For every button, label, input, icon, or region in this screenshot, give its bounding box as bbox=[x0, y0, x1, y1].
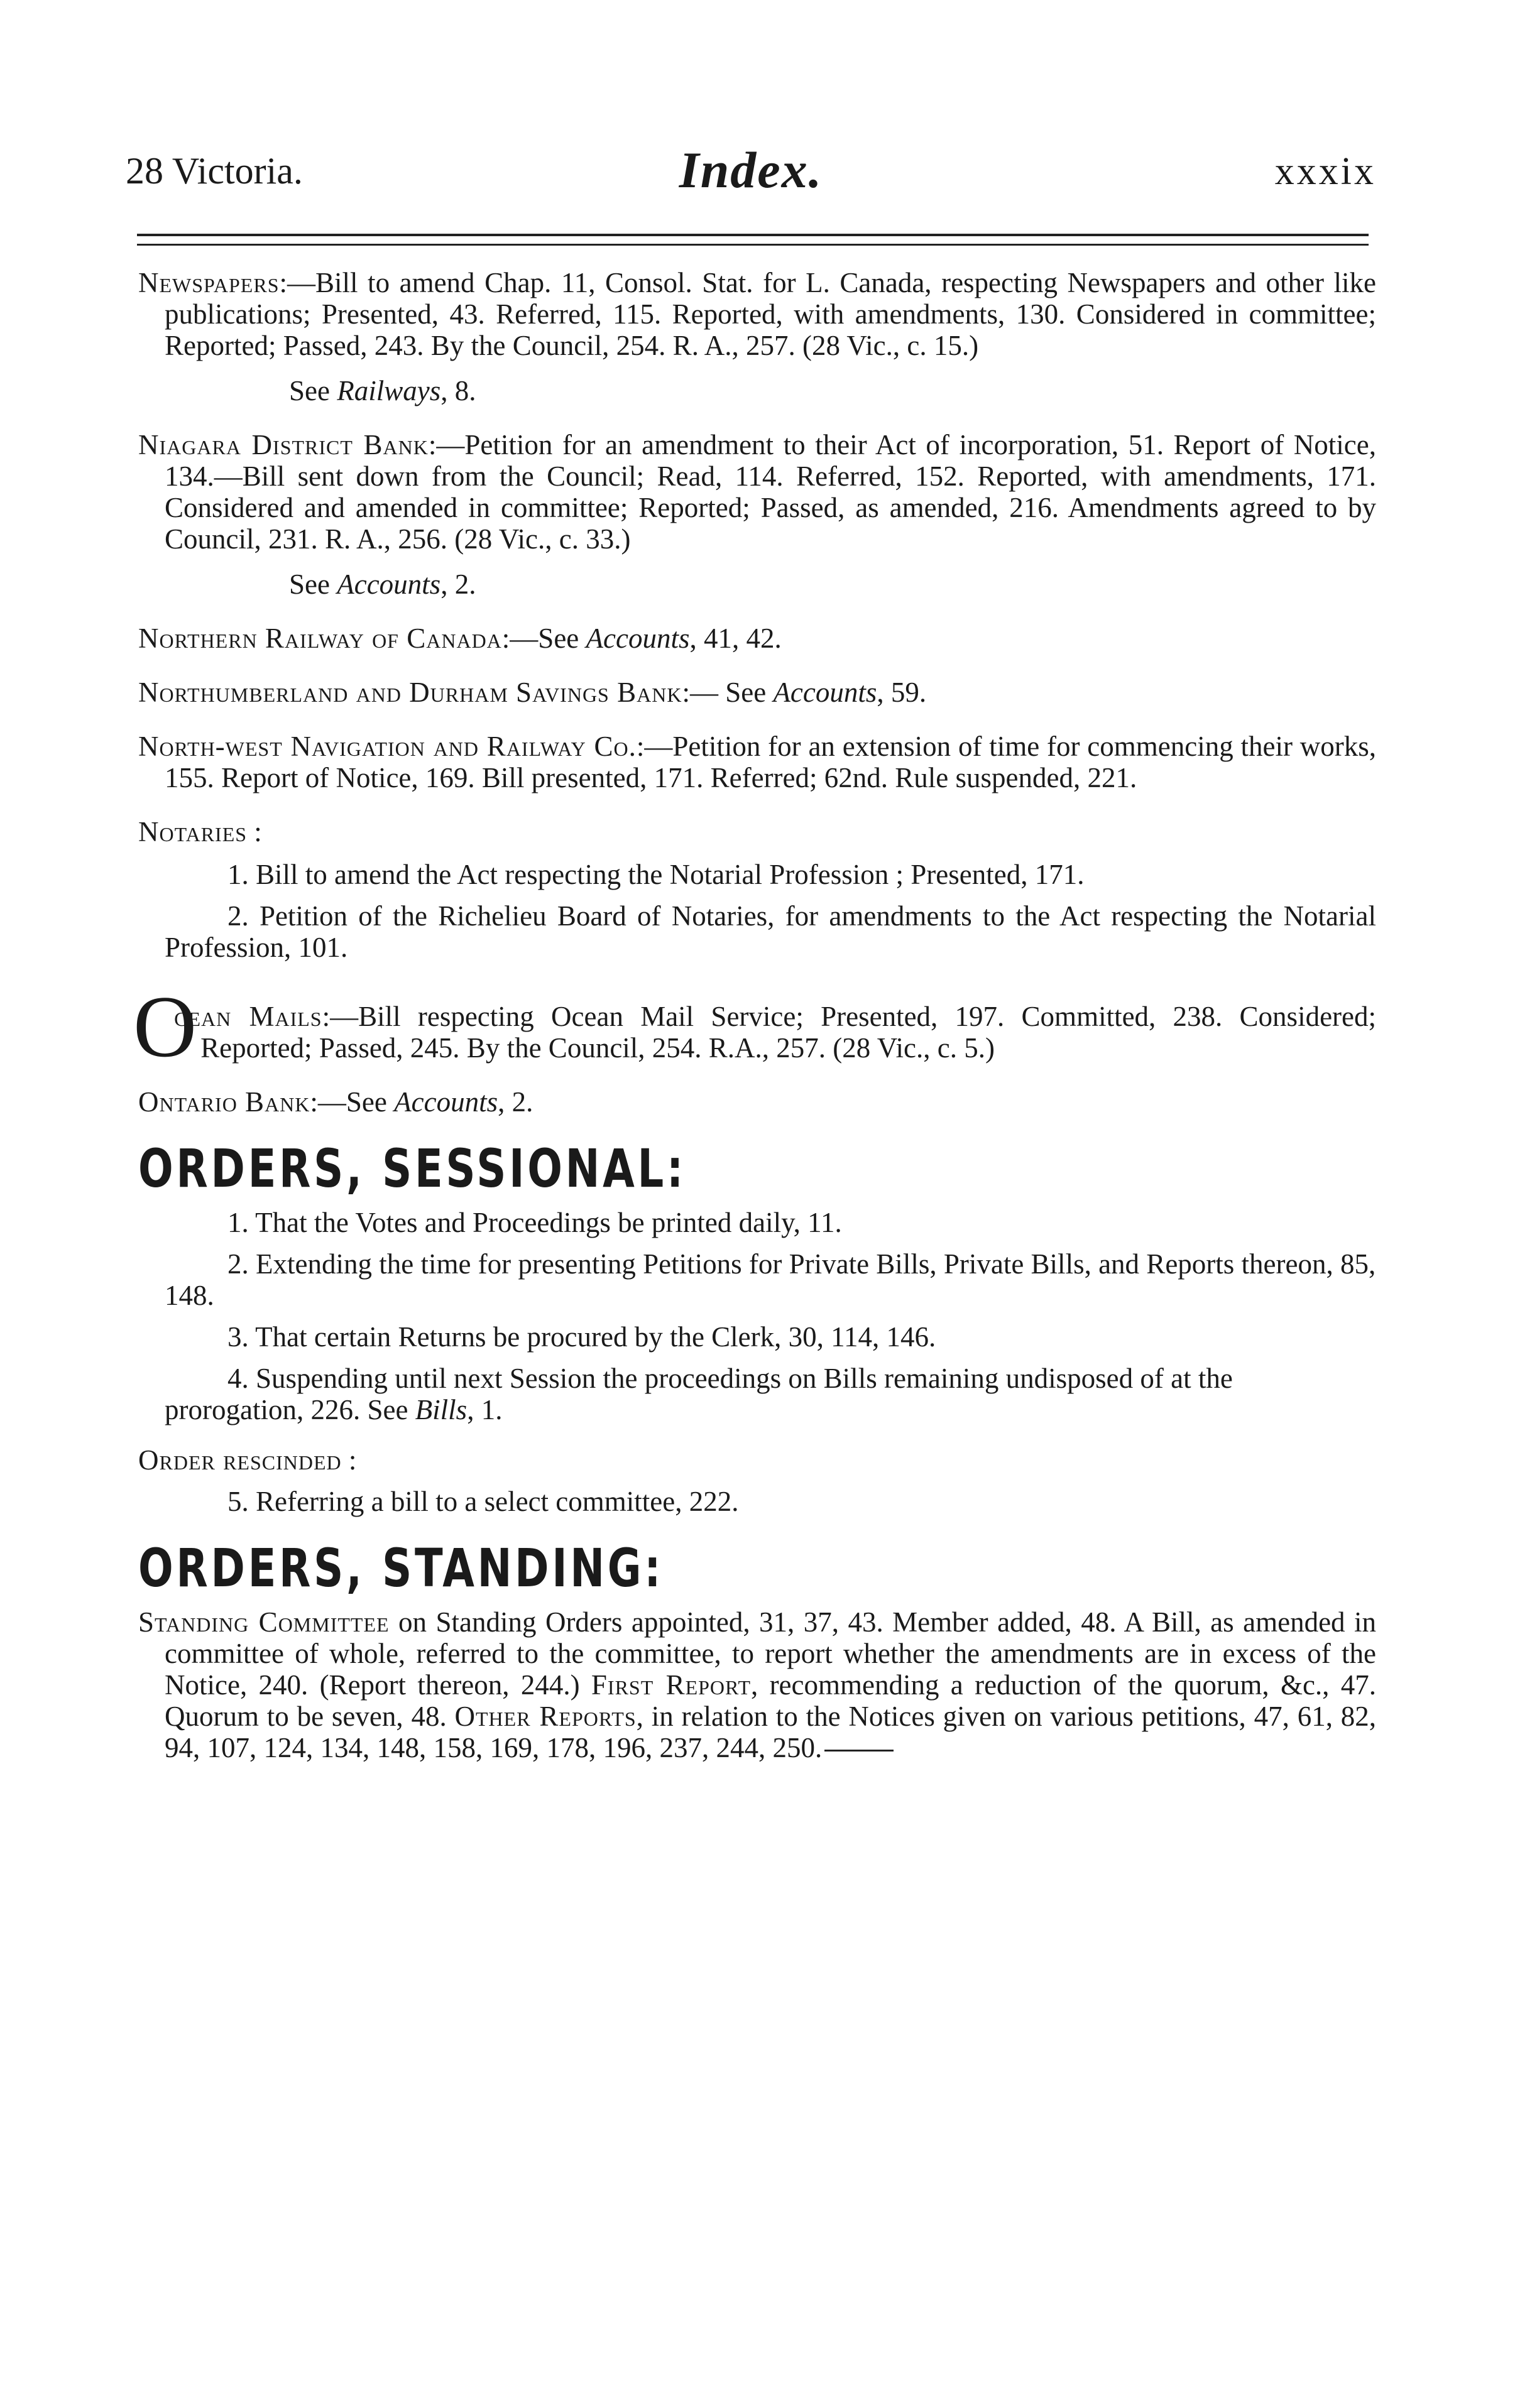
entry-head: Newspapers bbox=[138, 267, 280, 298]
list-item: 4. Suspending until next Session the proceedings on Bills remaining undisposed of at the prorogation, 226. See Bills, 1. bbox=[165, 1363, 1233, 1425]
see-ref: Bills bbox=[415, 1394, 468, 1425]
entry-head: Niagara District Bank bbox=[138, 429, 429, 460]
header-title: Index. bbox=[679, 141, 823, 199]
header-page-number: xxxix bbox=[1274, 150, 1376, 193]
section-heading-standing: ORDERS, STANDING: bbox=[138, 1537, 664, 1599]
list-item: 1. That the Votes and Proceedings be printed daily, 11. bbox=[227, 1207, 842, 1238]
order-rescinded-heading: Order rescinded : bbox=[138, 1444, 357, 1476]
entry-head: Ontario Bank bbox=[138, 1086, 310, 1118]
entry-head: Northern Railway of Canada bbox=[138, 623, 502, 654]
entry-head: Notaries bbox=[138, 816, 248, 847]
header-rule-bottom bbox=[137, 244, 1369, 246]
index-content bbox=[133, 267, 1377, 1786]
see-ref: Accounts bbox=[586, 623, 690, 654]
other-reports-label: Other Reports bbox=[454, 1701, 637, 1732]
entry-text: :—Bill to amend Chap. 11, Consol. Stat. for L. Canada, respecting Newspapers and other like publications; Presented, 43. Referred, 115. Reported, with amendments, 130. Considered in committee; Reported; Passed, 243. By the Council, 254. R. A., 257. (28 Vic., c. 15.) bbox=[165, 267, 1376, 361]
list-item: 5. Referring a bill to a select committee, 222. bbox=[227, 1486, 739, 1517]
page-header bbox=[126, 141, 1376, 219]
see-ref: Accounts bbox=[337, 569, 441, 600]
see-ref: Accounts bbox=[773, 677, 877, 708]
entry-text: :—Petition for an amendment to their Act of incorporation, 51. Report of Notice, 134.—Bill sent down from the Council; Read, 114. Referred, 152. Reported, with amendments, 171. Considered and amended in committee; Reported; Passed, as amended, 216. Amendments agreed to by Council, 231. R. A., 256. (28 Vic., c. 33.) bbox=[165, 429, 1376, 555]
see-reference: See Railways, 8. bbox=[289, 375, 476, 406]
entry-northern-railway: Northern Railway of Canada:—See Accounts, 41, 42. bbox=[138, 623, 782, 654]
entry-notaries: Notaries : 1. Bill to amend the Act respecting the Notarial Profession ; Presented, 171. 2. Petition of the Richelieu Board of Notaries, for amendments to the Act respecting the Notarial Profession, 101. bbox=[138, 816, 1376, 963]
entry-northumberland-bank: Northumberland and Durham Savings Bank:— See Accounts, 59. bbox=[138, 677, 927, 708]
drop-cap: O bbox=[133, 978, 197, 1076]
entry-head: Standing Committee bbox=[138, 1606, 390, 1638]
first-report-label: First Report bbox=[591, 1669, 752, 1701]
entry-head: cean Mails bbox=[174, 1001, 322, 1032]
entry-ontario-bank: Ontario Bank:—See Accounts, 2. bbox=[138, 1086, 533, 1118]
entry-head: North-west Navigation and Railway Co. bbox=[138, 731, 637, 762]
entry-north-west-navigation bbox=[138, 731, 1376, 793]
entry-head: Northumberland and Durham Savings Bank bbox=[138, 677, 682, 708]
section-heading-sessional: ORDERS, SESSIONAL: bbox=[138, 1138, 686, 1199]
header-volume: 28 Victoria. bbox=[126, 150, 303, 192]
entry-niagara-district-bank bbox=[138, 429, 1376, 600]
entry-newspapers bbox=[138, 267, 1376, 406]
list-item: 1. Bill to amend the Act respecting the Notarial Profession ; Presented, 171. bbox=[227, 859, 1085, 890]
header-rule-top bbox=[137, 234, 1369, 236]
entry-text: :—Bill respecting Ocean Mail Service; Presented, 197. Committed, 238. Considered; Reported; Passed, 245. By the Council, 254. R.A., 257. (28 Vic., c. 5.) bbox=[200, 1001, 1377, 1064]
entry-ocean-mails bbox=[133, 978, 1377, 1076]
see-ref: Railways bbox=[337, 375, 441, 406]
list-item: 2. Petition of the Richelieu Board of Notaries, for amendments to the Act respecting the Notarial Profession, 101. bbox=[165, 900, 1376, 963]
entry-standing-committee: Standing Committee on Standing Orders appointed, 31, 37, 43. Member added, 48. A Bill, as amended in committee of whole, referred to the committee, to report whether the amendments are in excess of the Notice, 240. (Report thereon, 244.) First Report, recommending a reduction of the quorum, &c., 47. Quorum to be seven, 48. Other Reports, in relation to the Notices given on various petitions, 47, 61, 82, 94, 107, 124, 134, 148, 158, 169, 178, 196, 237, 244, 250. bbox=[138, 1606, 1377, 1763]
list-item: 2. Extending the time for presenting Petitions for Private Bills, Private Bills, and Reports thereon, 85, 148. bbox=[165, 1248, 1376, 1311]
continuation-dash bbox=[824, 1750, 894, 1752]
entry-text: :—Petition for an extension of time for commencing their works, 155. Report of Notice, 169. Bill presented, 171. Referred; 62nd. Rule suspended, 221. bbox=[165, 731, 1376, 793]
list-item: 3. That certain Returns be procured by the Clerk, 30, 114, 146. bbox=[227, 1321, 936, 1353]
see-ref: Accounts bbox=[394, 1086, 498, 1118]
see-reference: See Accounts, 2. bbox=[289, 569, 476, 600]
